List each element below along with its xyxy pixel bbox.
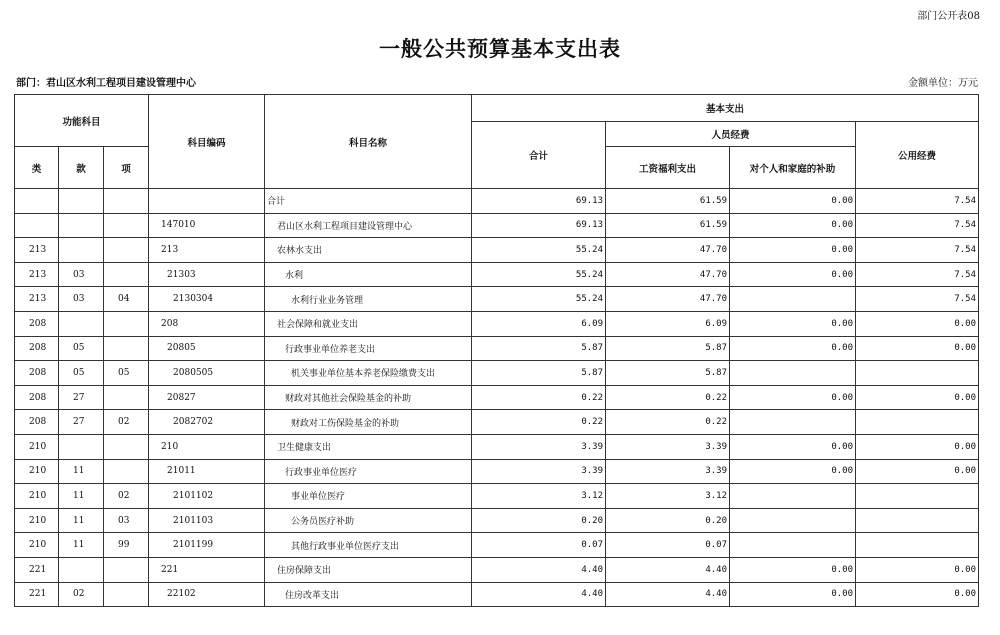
cell-total: 0.07 bbox=[472, 533, 606, 558]
cell-kuan: 11 bbox=[59, 533, 104, 558]
cell-kuan bbox=[59, 213, 104, 238]
cell-subject-name: 公务员医疗补助 bbox=[265, 508, 472, 533]
cell-subject-code: 2101102 bbox=[149, 484, 265, 509]
table-row bbox=[15, 410, 979, 435]
header-subject-code: 科目编码 bbox=[149, 95, 265, 189]
cell-subject-name: 水利 bbox=[265, 262, 472, 287]
cell-public-expense: 7.54 bbox=[856, 287, 979, 312]
cell-xiang bbox=[104, 557, 149, 582]
cell-family-subsidy: 0.00 bbox=[730, 311, 856, 336]
cell-subject-name: 财政对工伤保险基金的补助 bbox=[265, 410, 472, 435]
cell-subject-name: 行政事业单位养老支出 bbox=[265, 336, 472, 361]
cell-salary-welfare: 47.70 bbox=[606, 262, 730, 287]
cell-public-expense: 0.00 bbox=[856, 582, 979, 607]
cell-salary-welfare: 4.40 bbox=[606, 582, 730, 607]
cell-public-expense: 7.54 bbox=[856, 213, 979, 238]
cell-subject-name: 事业单位医疗 bbox=[265, 484, 472, 509]
cell-family-subsidy: 0.00 bbox=[730, 238, 856, 263]
cell-salary-welfare: 3.39 bbox=[606, 459, 730, 484]
cell-lei: 208 bbox=[15, 385, 59, 410]
table-row bbox=[15, 533, 979, 558]
cell-kuan bbox=[59, 434, 104, 459]
cell-family-subsidy: 0.00 bbox=[730, 336, 856, 361]
cell-subject-name: 社会保障和就业支出 bbox=[265, 311, 472, 336]
cell-xiang bbox=[104, 336, 149, 361]
cell-xiang bbox=[104, 262, 149, 287]
cell-public-expense bbox=[856, 361, 979, 386]
cell-total: 55.24 bbox=[472, 287, 606, 312]
cell-public-expense bbox=[856, 484, 979, 509]
cell-family-subsidy: 0.00 bbox=[730, 582, 856, 607]
cell-total: 5.87 bbox=[472, 361, 606, 386]
cell-subject-name: 行政事业单位医疗 bbox=[265, 459, 472, 484]
cell-salary-welfare: 0.22 bbox=[606, 410, 730, 435]
table-row bbox=[15, 238, 979, 263]
cell-total: 3.39 bbox=[472, 434, 606, 459]
cell-family-subsidy bbox=[730, 287, 856, 312]
budget-table bbox=[14, 94, 979, 607]
cell-kuan: 11 bbox=[59, 484, 104, 509]
cell-subject-code: 21303 bbox=[149, 262, 265, 287]
cell-total: 69.13 bbox=[472, 213, 606, 238]
cell-xiang bbox=[104, 434, 149, 459]
cell-xiang: 03 bbox=[104, 508, 149, 533]
table-row bbox=[15, 484, 979, 509]
cell-subject-name: 卫生健康支出 bbox=[265, 434, 472, 459]
cell-kuan bbox=[59, 557, 104, 582]
cell-public-expense: 0.00 bbox=[856, 434, 979, 459]
cell-public-expense bbox=[856, 410, 979, 435]
cell-salary-welfare: 6.09 bbox=[606, 311, 730, 336]
cell-family-subsidy bbox=[730, 533, 856, 558]
cell-kuan bbox=[59, 238, 104, 263]
cell-public-expense: 0.00 bbox=[856, 557, 979, 582]
cell-salary-welfare: 4.40 bbox=[606, 557, 730, 582]
cell-family-subsidy bbox=[730, 508, 856, 533]
cell-salary-welfare: 3.12 bbox=[606, 484, 730, 509]
cell-public-expense: 0.00 bbox=[856, 385, 979, 410]
cell-family-subsidy: 0.00 bbox=[730, 557, 856, 582]
cell-xiang bbox=[104, 385, 149, 410]
cell-lei: 210 bbox=[15, 484, 59, 509]
cell-lei: 210 bbox=[15, 459, 59, 484]
table-row bbox=[15, 262, 979, 287]
cell-family-subsidy: 0.00 bbox=[730, 262, 856, 287]
table-code-label: 部门公开表08 bbox=[917, 11, 980, 22]
table-row bbox=[15, 459, 979, 484]
header-func-subject: 功能科目 bbox=[15, 95, 149, 147]
cell-total: 69.13 bbox=[472, 189, 606, 214]
cell-xiang: 05 bbox=[104, 361, 149, 386]
header-total: 合计 bbox=[472, 122, 606, 189]
table-row bbox=[15, 336, 979, 361]
cell-kuan: 11 bbox=[59, 508, 104, 533]
cell-salary-welfare: 47.70 bbox=[606, 238, 730, 263]
cell-family-subsidy bbox=[730, 361, 856, 386]
cell-total: 0.22 bbox=[472, 410, 606, 435]
table-row bbox=[15, 385, 979, 410]
cell-lei: 208 bbox=[15, 361, 59, 386]
cell-salary-welfare: 0.20 bbox=[606, 508, 730, 533]
table-row bbox=[15, 582, 979, 607]
cell-subject-code: 2101103 bbox=[149, 508, 265, 533]
table-row bbox=[15, 434, 979, 459]
cell-family-subsidy: 0.00 bbox=[730, 385, 856, 410]
cell-subject-code: 210 bbox=[149, 434, 265, 459]
department-label: 部门：君山区水利工程项目建设管理中心 bbox=[16, 78, 196, 89]
cell-kuan: 02 bbox=[59, 582, 104, 607]
cell-family-subsidy: 0.00 bbox=[730, 434, 856, 459]
header-personnel-expense: 人员经费 bbox=[606, 122, 856, 147]
cell-salary-welfare: 3.39 bbox=[606, 434, 730, 459]
header-basic-expenditure: 基本支出 bbox=[472, 95, 979, 122]
cell-xiang bbox=[104, 238, 149, 263]
cell-xiang bbox=[104, 311, 149, 336]
cell-total: 55.24 bbox=[472, 238, 606, 263]
cell-salary-welfare: 61.59 bbox=[606, 213, 730, 238]
cell-salary-welfare: 47.70 bbox=[606, 287, 730, 312]
table-row bbox=[15, 361, 979, 386]
cell-public-expense: 7.54 bbox=[856, 238, 979, 263]
cell-xiang bbox=[104, 459, 149, 484]
cell-family-subsidy bbox=[730, 410, 856, 435]
cell-lei: 210 bbox=[15, 533, 59, 558]
cell-kuan: 11 bbox=[59, 459, 104, 484]
header-xiang: 项 bbox=[104, 147, 149, 189]
cell-public-expense bbox=[856, 508, 979, 533]
cell-total: 3.39 bbox=[472, 459, 606, 484]
cell-subject-code bbox=[149, 189, 265, 214]
cell-xiang: 02 bbox=[104, 410, 149, 435]
cell-kuan bbox=[59, 189, 104, 214]
cell-salary-welfare: 0.22 bbox=[606, 385, 730, 410]
cell-subject-code: 2082702 bbox=[149, 410, 265, 435]
cell-subject-code: 20827 bbox=[149, 385, 265, 410]
cell-lei bbox=[15, 213, 59, 238]
cell-subject-name: 合计 bbox=[265, 189, 472, 214]
cell-public-expense: 7.54 bbox=[856, 189, 979, 214]
cell-public-expense: 7.54 bbox=[856, 262, 979, 287]
table-row bbox=[15, 311, 979, 336]
cell-family-subsidy: 0.00 bbox=[730, 189, 856, 214]
cell-public-expense: 0.00 bbox=[856, 311, 979, 336]
cell-kuan: 03 bbox=[59, 287, 104, 312]
cell-lei: 213 bbox=[15, 238, 59, 263]
cell-kuan: 05 bbox=[59, 361, 104, 386]
cell-lei: 210 bbox=[15, 508, 59, 533]
cell-total: 3.12 bbox=[472, 484, 606, 509]
cell-subject-code: 147010 bbox=[149, 213, 265, 238]
cell-subject-code: 21011 bbox=[149, 459, 265, 484]
cell-subject-code: 221 bbox=[149, 557, 265, 582]
cell-lei: 210 bbox=[15, 434, 59, 459]
header-salary-welfare: 工资福利支出 bbox=[606, 147, 730, 189]
cell-subject-code: 20805 bbox=[149, 336, 265, 361]
cell-kuan: 27 bbox=[59, 410, 104, 435]
cell-xiang: 02 bbox=[104, 484, 149, 509]
cell-public-expense: 0.00 bbox=[856, 459, 979, 484]
cell-subject-code: 213 bbox=[149, 238, 265, 263]
cell-lei: 221 bbox=[15, 582, 59, 607]
cell-xiang bbox=[104, 582, 149, 607]
cell-xiang bbox=[104, 189, 149, 214]
cell-family-subsidy bbox=[730, 484, 856, 509]
amount-unit-label: 金额单位：万元 bbox=[908, 78, 978, 89]
header-public-expense: 公用经费 bbox=[856, 122, 979, 189]
table-row bbox=[15, 287, 979, 312]
header-family-subsidy: 对个人和家庭的补助 bbox=[730, 147, 856, 189]
cell-public-expense bbox=[856, 533, 979, 558]
cell-xiang: 99 bbox=[104, 533, 149, 558]
table-row bbox=[15, 189, 979, 214]
table-row bbox=[15, 213, 979, 238]
cell-subject-code: 2080505 bbox=[149, 361, 265, 386]
cell-salary-welfare: 61.59 bbox=[606, 189, 730, 214]
cell-lei: 208 bbox=[15, 311, 59, 336]
header-subject-name: 科目名称 bbox=[265, 95, 472, 189]
table-row bbox=[15, 508, 979, 533]
cell-kuan bbox=[59, 311, 104, 336]
cell-kuan: 27 bbox=[59, 385, 104, 410]
cell-subject-name: 财政对其他社会保险基金的补助 bbox=[265, 385, 472, 410]
header-kuan: 款 bbox=[59, 147, 104, 189]
cell-subject-code: 2101199 bbox=[149, 533, 265, 558]
cell-total: 5.87 bbox=[472, 336, 606, 361]
header-lei: 类 bbox=[15, 147, 59, 189]
cell-subject-code: 2130304 bbox=[149, 287, 265, 312]
cell-subject-name: 住房保障支出 bbox=[265, 557, 472, 582]
cell-subject-name: 水利行业业务管理 bbox=[265, 287, 472, 312]
cell-total: 0.20 bbox=[472, 508, 606, 533]
cell-salary-welfare: 5.87 bbox=[606, 336, 730, 361]
cell-subject-name: 机关事业单位基本养老保险缴费支出 bbox=[265, 361, 472, 386]
cell-subject-code: 22102 bbox=[149, 582, 265, 607]
cell-subject-name: 其他行政事业单位医疗支出 bbox=[265, 533, 472, 558]
cell-total: 55.24 bbox=[472, 262, 606, 287]
cell-xiang: 04 bbox=[104, 287, 149, 312]
cell-lei: 213 bbox=[15, 287, 59, 312]
cell-xiang bbox=[104, 213, 149, 238]
cell-salary-welfare: 5.87 bbox=[606, 361, 730, 386]
cell-total: 4.40 bbox=[472, 582, 606, 607]
cell-salary-welfare: 0.07 bbox=[606, 533, 730, 558]
cell-kuan: 03 bbox=[59, 262, 104, 287]
cell-lei: 221 bbox=[15, 557, 59, 582]
cell-lei: 213 bbox=[15, 262, 59, 287]
cell-subject-code: 208 bbox=[149, 311, 265, 336]
cell-lei: 208 bbox=[15, 410, 59, 435]
table-row bbox=[15, 557, 979, 582]
cell-subject-name: 君山区水利工程项目建设管理中心 bbox=[265, 213, 472, 238]
cell-total: 6.09 bbox=[472, 311, 606, 336]
cell-lei: 208 bbox=[15, 336, 59, 361]
page-title: 一般公共预算基本支出表 bbox=[379, 36, 621, 61]
cell-kuan: 05 bbox=[59, 336, 104, 361]
cell-subject-name: 住房改革支出 bbox=[265, 582, 472, 607]
cell-total: 4.40 bbox=[472, 557, 606, 582]
cell-lei bbox=[15, 189, 59, 214]
cell-total: 0.22 bbox=[472, 385, 606, 410]
cell-family-subsidy: 0.00 bbox=[730, 459, 856, 484]
cell-subject-name: 农林水支出 bbox=[265, 238, 472, 263]
cell-family-subsidy: 0.00 bbox=[730, 213, 856, 238]
cell-public-expense: 0.00 bbox=[856, 336, 979, 361]
